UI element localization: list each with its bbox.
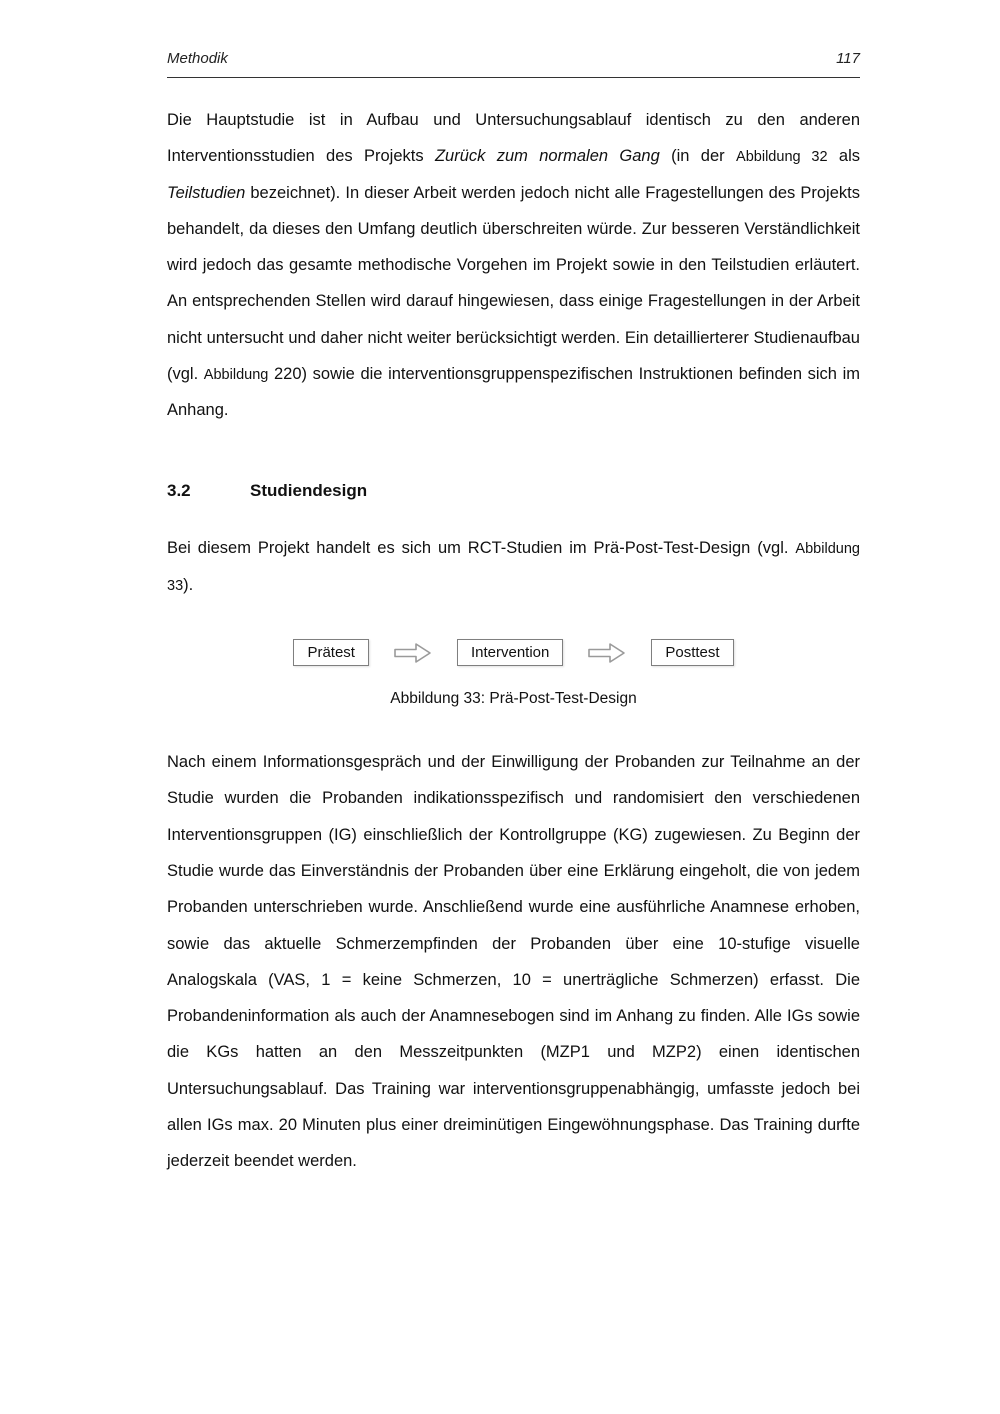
right-arrow-icon — [393, 642, 433, 664]
page-header — [167, 50, 860, 78]
header-page-number: 117 — [836, 50, 860, 67]
header-section-label: Methodik — [167, 50, 228, 67]
paragraph-rct-studien: Bei diesem Projekt handelt es sich um RCT-Studien im Prä-Post-Test-Design (vgl. Abbildung 33). — [167, 539, 860, 594]
figure-33-caption: Abbildung 33: Prä-Post-Test-Design — [390, 690, 637, 708]
section-heading-3-2 — [167, 479, 860, 503]
right-arrow-icon — [587, 642, 627, 664]
flow-box-intervention: Intervention — [457, 639, 563, 666]
figure-33-flow-diagram — [167, 639, 860, 666]
paragraph-hauptstudie: Die Hauptstudie ist in Aufbau und Untersuchungsablauf identisch zu den anderen Interventionsstudien des Projekts Zurück zum normalen Gang (in der Abbildung 32 als Teilstudien bezeichnet). In dieser Arbeit werden jedoch nicht alle Fragestellungen des Projekts behandelt, da dieses den Umfang deutlich überschreiten würde. Zur besseren Verständlichkeit wird jedoch das gesamte methodische Vorgehen im Projekt sowie in den Teilstudien erläutert. An entsprechenden Stellen wird darauf hingewiesen, dass einige Fragestellungen in der Arbeit nicht untersucht und daher nicht weiter berücksichtigt werden. Ein detaillierterer Studienaufbau (vgl. Abbildung 220) sowie die interventionsgruppenspezifischen Instruktionen befinden sich im Anhang. — [167, 111, 860, 420]
section-title: Studiendesign — [250, 480, 368, 500]
page-content — [167, 50, 860, 1180]
flow-box-posttest: Posttest — [651, 639, 733, 666]
section-number: 3.2 — [167, 480, 191, 500]
flow-box-praetest: Prätest — [293, 639, 369, 666]
paragraph-ablauf: Nach einem Informationsgespräch und der Einwilligung der Probanden zur Teilnahme an der Studie wurden die Probanden indikationsspezifisch und randomisiert den verschiedenen Interventionsgruppen (IG) einschließlich der Kontrollgruppe (KG) zugewiesen. Zu Beginn der Studie wurde das Einverständnis der Probanden über eine Erklärung eingeholt, die von jedem Probanden unterschrieben wurde. Anschließend wurde eine ausführliche Anamnese erhoben, sowie das aktuelle Schmerzempfinden der Probanden über eine 10-stufige visuelle Analogskala (VAS, 1 = keine Schmerzen, 10 = unerträgliche Schmerzen) erfasst. Die Probandeninformation als auch der Anamnesebogen sind im Anhang zu finden. Alle IGs sowie die KGs hatten an den Messzeitpunkten (MZP1 und MZP2) einen identischen Untersuchungsablauf. Das Training war interventionsgruppenabhängig, umfasste jedoch bei allen IGs max. 20 Minuten plus einer dreiminütigen Eingewöhnungsphase. Das Training durfte jederzeit beendet werden. — [167, 753, 860, 1171]
